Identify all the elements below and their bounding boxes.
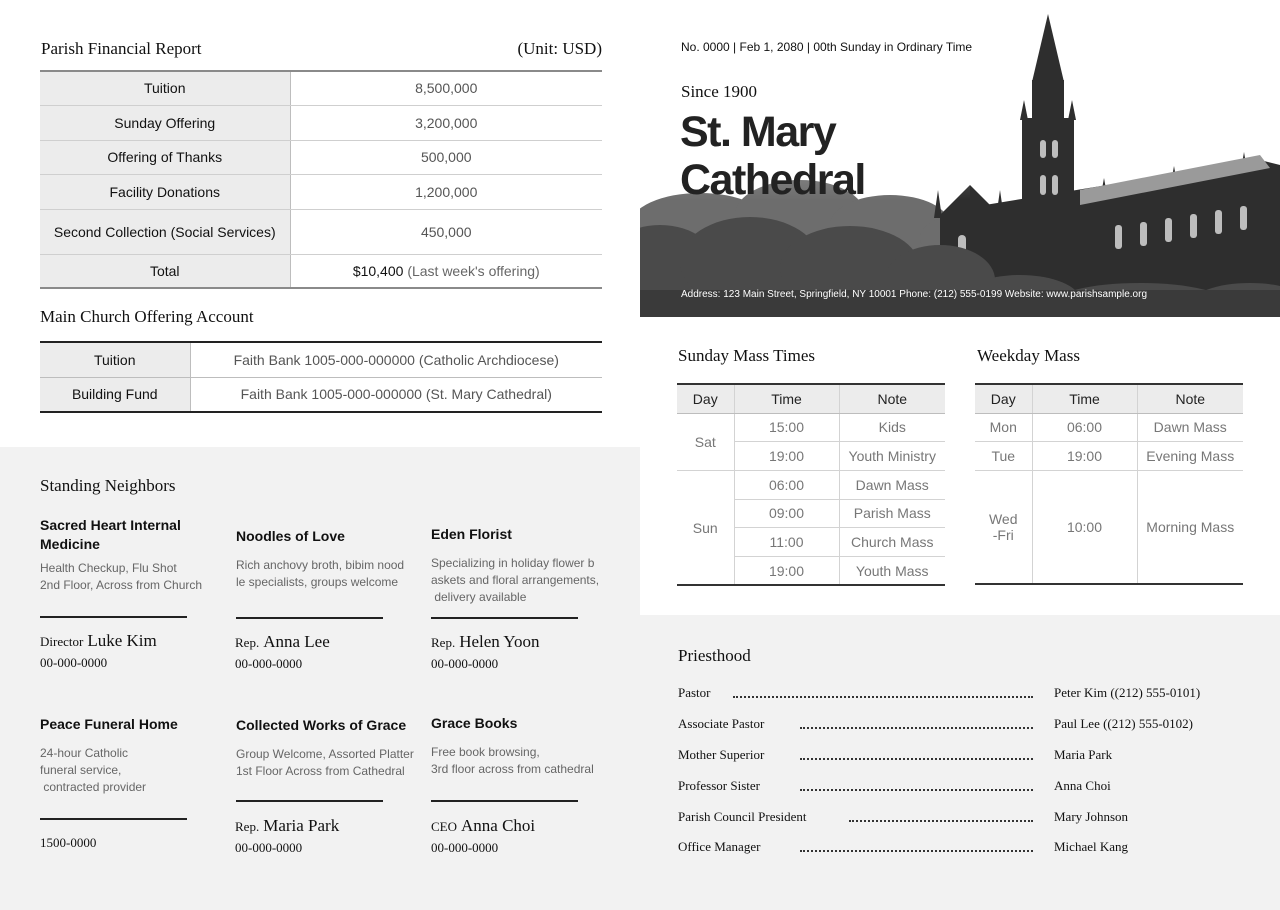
note-cell: Youth Ministry bbox=[839, 442, 945, 471]
time-cell: 09:00 bbox=[734, 499, 839, 528]
account-value: Faith Bank 1005-000-000000 (St. Mary Cathedral) bbox=[240, 386, 552, 403]
neighbor-name: Collected Works of Grace bbox=[236, 717, 407, 733]
note-cell: Youth Mass bbox=[839, 556, 945, 585]
table-row bbox=[40, 140, 602, 174]
neighbor-contact bbox=[40, 631, 157, 671]
priest-role: Office Manager bbox=[678, 839, 761, 854]
col-day: Day bbox=[677, 384, 734, 413]
time-cell: 15:00 bbox=[734, 413, 839, 442]
row-value: 3,200,000 bbox=[290, 105, 602, 140]
neighbor-desc-line: delivery available bbox=[431, 590, 527, 604]
neighbor-card bbox=[40, 715, 220, 796]
time-cell: 19:00 bbox=[734, 556, 839, 585]
priest-role: Professor Sister bbox=[678, 778, 760, 793]
table-row bbox=[975, 413, 1243, 442]
contact-phone: 00-000-0000 bbox=[235, 656, 303, 671]
note-cell: Dawn Mass bbox=[1137, 413, 1243, 442]
contact-person: Anna Choi bbox=[461, 816, 536, 835]
neighbor-desc-line: Rich anchovy broth, bibim nood bbox=[236, 558, 405, 572]
neighbor-desc bbox=[431, 555, 611, 606]
table-row bbox=[40, 71, 602, 105]
neighbor-contact bbox=[235, 632, 330, 672]
priest-name: Maria Park bbox=[1054, 747, 1113, 762]
neighbor-desc-line: 2nd Floor, Across from Church bbox=[40, 578, 203, 592]
table-row bbox=[975, 442, 1243, 471]
neighbor-name: Peace Funeral Home bbox=[40, 716, 178, 732]
church-name-line2: Cathedral bbox=[680, 156, 865, 204]
neighbor-contact bbox=[431, 816, 535, 856]
neighbor-desc bbox=[40, 560, 220, 594]
table-row bbox=[40, 377, 602, 412]
total-note: (Last week's offering) bbox=[407, 262, 540, 279]
priesthood-row bbox=[678, 747, 1238, 767]
row-value: 8,500,000 bbox=[290, 71, 602, 105]
priesthood-row bbox=[678, 839, 1238, 859]
divider bbox=[236, 800, 383, 802]
priest-name: Mary Johnson bbox=[1054, 809, 1129, 824]
row-label: Sunday Offering bbox=[40, 105, 290, 140]
neighbor-desc bbox=[431, 744, 611, 778]
day-cell: Mon bbox=[975, 413, 1032, 442]
note-cell: Parish Mass bbox=[839, 499, 945, 528]
table-row bbox=[40, 209, 602, 254]
neighbor-name: Eden Florist bbox=[431, 526, 512, 542]
row-label: Offering of Thanks bbox=[40, 140, 290, 174]
time-cell: 06:00 bbox=[734, 470, 839, 499]
divider bbox=[40, 818, 187, 820]
day-cell: Sat bbox=[677, 413, 734, 470]
priesthood-panel bbox=[640, 615, 1280, 910]
note-cell: Morning Mass bbox=[1137, 470, 1243, 584]
priesthood-title: Priesthood bbox=[678, 646, 751, 665]
church-name bbox=[680, 108, 940, 204]
day-cell: Sun bbox=[677, 470, 734, 585]
neighbor-desc-line: Free book browsing, bbox=[431, 745, 540, 759]
row-value: 450,000 bbox=[290, 209, 602, 254]
table-header bbox=[975, 384, 1243, 413]
contact-phone: 00-000-0000 bbox=[431, 656, 499, 671]
church-name-line1: St. Mary bbox=[680, 108, 836, 156]
priest-role: Pastor bbox=[678, 685, 711, 700]
cathedral-hero bbox=[640, 0, 1280, 317]
table-row bbox=[677, 413, 945, 442]
day-line1: Wed bbox=[988, 511, 1018, 528]
table-row bbox=[40, 105, 602, 140]
table-header bbox=[677, 384, 945, 413]
priest-name: Anna Choi bbox=[1054, 778, 1111, 793]
priesthood-row bbox=[678, 778, 1238, 798]
priesthood-row bbox=[678, 809, 1238, 829]
neighbor-card bbox=[431, 525, 611, 606]
divider bbox=[431, 617, 578, 619]
priesthood-row bbox=[678, 716, 1238, 736]
row-label: Second Collection (Social Services) bbox=[40, 209, 290, 254]
col-note: Note bbox=[1137, 384, 1243, 413]
dotted-leader bbox=[849, 820, 1033, 822]
contact-role: Rep. bbox=[235, 635, 260, 650]
total-label: Total bbox=[40, 254, 290, 288]
neighbor-desc-line: le specialists, groups welcome bbox=[236, 575, 399, 589]
time-cell: 19:00 bbox=[734, 442, 839, 471]
account-value: Faith Bank 1005-000-000000 (Catholic Archdiocese) bbox=[190, 342, 602, 377]
account-label: Tuition bbox=[40, 342, 190, 377]
neighbor-card bbox=[431, 714, 611, 778]
issue-info: No. 0000 | Feb 1, 2080 | 00th Sunday in Ordinary Time bbox=[681, 40, 973, 54]
priest-role: Associate Pastor bbox=[678, 716, 765, 731]
neighbor-desc-line: Specializing in holiday flower b bbox=[431, 556, 595, 570]
weekday-mass-title: Weekday Mass bbox=[977, 346, 1080, 365]
neighbor-desc bbox=[236, 557, 416, 591]
note-cell: Church Mass bbox=[839, 528, 945, 557]
accounts-title: Main Church Offering Account bbox=[40, 307, 254, 326]
neighbor-contact bbox=[235, 816, 339, 856]
day-cell: Tue bbox=[975, 442, 1032, 471]
neighbor-contact bbox=[40, 835, 96, 851]
dotted-leader bbox=[800, 789, 1033, 791]
neighbor-name: Grace Books bbox=[431, 715, 518, 731]
financial-title: Parish Financial Report bbox=[41, 39, 202, 58]
since-label: Since 1900 bbox=[681, 82, 758, 101]
note-cell: Kids bbox=[839, 413, 945, 442]
dotted-leader bbox=[800, 727, 1033, 729]
church-address: Address: 123 Main Street, Springfield, NY 10001 Phone: (212) 555-0199 Website: www.parishsample.org bbox=[681, 289, 1148, 300]
col-time: Time bbox=[1032, 384, 1137, 413]
neighbor-desc-line: funeral service, bbox=[40, 763, 122, 777]
table-row bbox=[40, 174, 602, 209]
priest-role: Mother Superior bbox=[678, 747, 765, 762]
contact-person: Luke Kim bbox=[87, 631, 157, 650]
neighbors-panel bbox=[0, 447, 640, 910]
financial-unit: (Unit: USD) bbox=[517, 39, 602, 58]
priest-name: Michael Kang bbox=[1054, 839, 1129, 854]
total-value: $10,400 bbox=[352, 262, 404, 279]
divider bbox=[236, 617, 383, 619]
dotted-leader bbox=[800, 758, 1033, 760]
account-label: Building Fund bbox=[40, 377, 190, 412]
neighbor-card bbox=[236, 527, 416, 591]
time-cell: 19:00 bbox=[1032, 442, 1137, 471]
contact-phone: 00-000-0000 bbox=[40, 655, 108, 670]
note-cell: Evening Mass bbox=[1137, 442, 1243, 471]
sunday-mass-table bbox=[677, 383, 945, 586]
contact-person: Maria Park bbox=[263, 816, 340, 835]
table-row bbox=[975, 470, 1243, 584]
neighbor-desc-line: askets and floral arrangements, bbox=[431, 573, 600, 587]
contact-phone: 00-000-0000 bbox=[431, 840, 499, 855]
contact-role: Director bbox=[40, 634, 84, 649]
priest-name: Paul Lee ((212) 555-0102) bbox=[1054, 716, 1193, 731]
dotted-leader bbox=[733, 696, 1033, 698]
row-value: 500,000 bbox=[290, 140, 602, 174]
table-row bbox=[677, 470, 945, 499]
contact-phone: 1500-0000 bbox=[40, 835, 97, 850]
contact-role: CEO bbox=[431, 819, 457, 834]
neighbor-card bbox=[40, 516, 220, 594]
neighbor-desc-line: contracted provider bbox=[40, 780, 147, 794]
neighbor-card bbox=[236, 716, 416, 780]
neighbor-name: Noodles of Love bbox=[236, 528, 345, 544]
row-label: Tuition bbox=[40, 71, 290, 105]
divider bbox=[431, 800, 578, 802]
contact-person: Anna Lee bbox=[263, 632, 330, 651]
priesthood-row bbox=[678, 685, 1238, 705]
contact-phone: 00-000-0000 bbox=[235, 840, 303, 855]
neighbor-desc-line: Health Checkup, Flu Shot bbox=[40, 561, 177, 575]
col-time: Time bbox=[734, 384, 839, 413]
neighbors-title: Standing Neighbors bbox=[40, 476, 176, 495]
neighbor-desc-line: 24-hour Catholic bbox=[40, 746, 129, 760]
row-value: 1,200,000 bbox=[290, 174, 602, 209]
neighbor-contact bbox=[431, 632, 540, 672]
time-cell: 06:00 bbox=[1032, 413, 1137, 442]
weekday-mass-table bbox=[975, 383, 1243, 585]
neighbor-desc bbox=[236, 746, 416, 780]
time-cell: 10:00 bbox=[1032, 470, 1137, 584]
day-line2: -Fri bbox=[992, 527, 1014, 544]
note-cell: Dawn Mass bbox=[839, 470, 945, 499]
row-label: Facility Donations bbox=[40, 174, 290, 209]
col-note: Note bbox=[839, 384, 945, 413]
priest-role: Parish Council President bbox=[678, 809, 807, 824]
contact-person: Helen Yoon bbox=[459, 632, 540, 651]
day-cell bbox=[975, 470, 1032, 584]
priest-name: Peter Kim ((212) 555-0101) bbox=[1054, 685, 1201, 700]
total-row bbox=[40, 254, 602, 288]
divider bbox=[40, 616, 187, 618]
time-cell: 11:00 bbox=[734, 528, 839, 557]
neighbor-desc-line: 1st Floor Across from Cathedral bbox=[236, 764, 405, 778]
col-day: Day bbox=[975, 384, 1032, 413]
contact-role: Rep. bbox=[235, 819, 260, 834]
financial-panel bbox=[0, 0, 640, 447]
contact-role: Rep. bbox=[431, 635, 456, 650]
neighbor-desc-line: Group Welcome, Assorted Platter bbox=[236, 747, 414, 761]
dotted-leader bbox=[800, 850, 1033, 852]
total-value-cell bbox=[290, 254, 602, 288]
accounts-table bbox=[40, 341, 602, 413]
financial-table bbox=[40, 70, 602, 289]
neighbor-desc-line: 3rd floor across from cathedral bbox=[431, 762, 594, 776]
neighbor-desc bbox=[40, 745, 220, 796]
mass-times-panel bbox=[640, 317, 1280, 615]
neighbor-name: Sacred Heart Internal Medicine bbox=[40, 517, 181, 552]
table-row bbox=[40, 342, 602, 377]
sunday-mass-title: Sunday Mass Times bbox=[678, 346, 815, 365]
